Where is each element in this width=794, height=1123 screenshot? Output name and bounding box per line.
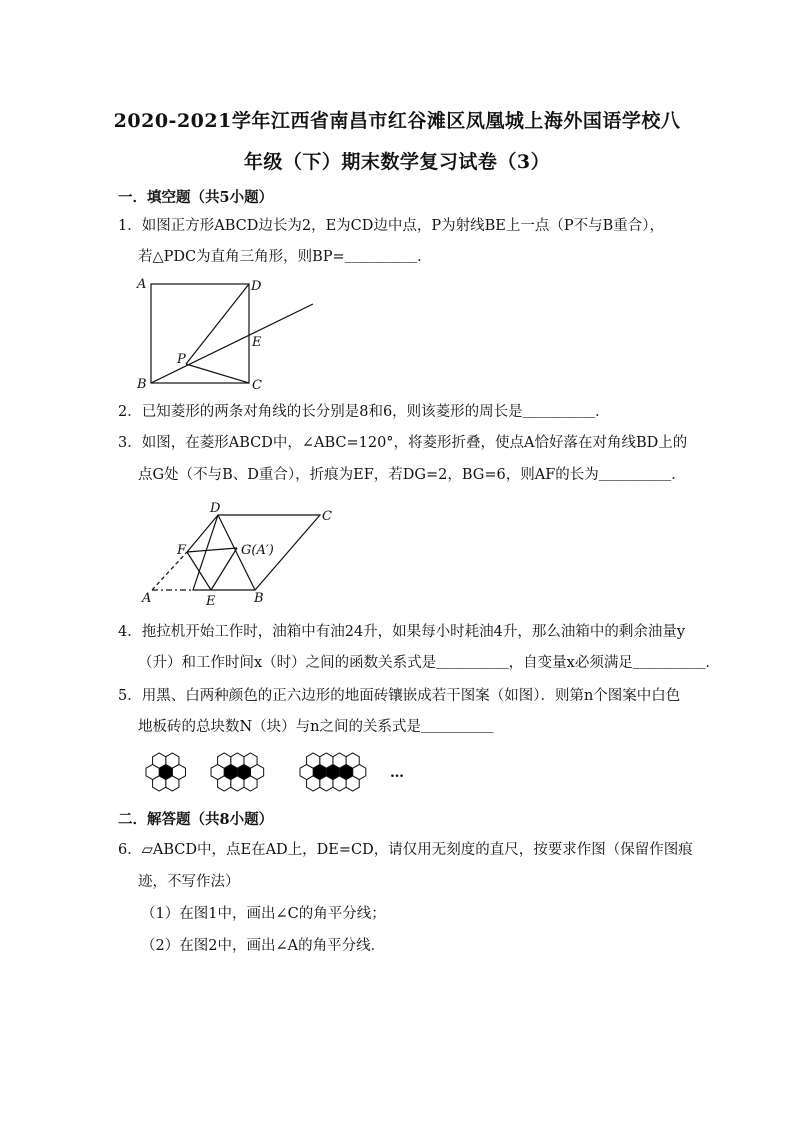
label-e: E — [252, 335, 262, 350]
question-5-line-2: 地板砖的总块数N（块）与n之间的关系式是＿＿＿＿＿ — [138, 719, 494, 735]
question-4-line-2: （升）和工作时间x（时）之间的函数关系式是＿＿＿＿＿，自变量x必须满足＿＿＿＿＿． — [138, 655, 720, 671]
white-hexagon-tile — [346, 753, 359, 768]
label-b: B — [254, 591, 264, 606]
white-hexagon-tile — [307, 753, 320, 768]
question-6-line-1: 6．▱ABCD中，点E在AD上，DE=CD，请仅用无刻度的直尺，按要求作图（保留作图痕 — [118, 842, 693, 858]
white-hexagon-tile — [218, 753, 231, 768]
segment-pd — [186, 284, 249, 364]
question-1-line-2: 若△PDC为直角三角形，则BP=＿＿＿＿＿． — [138, 249, 432, 265]
label-g: G(A′) — [241, 543, 274, 558]
title-line-2: 年级（下）期末数学复习试卷（3） — [243, 151, 551, 173]
white-hexagon-tile — [244, 753, 257, 768]
question-3-line-2: 点G处（不与B、D重合），折痕为EF，若DG=2，BG=6，则AF的长为＿＿＿＿＿． — [138, 467, 686, 483]
question-6-part-2: （2）在图2中，画出∠A的角平分线． — [141, 938, 386, 954]
question-3-line-1: 3．如图，在菱形ABCD中，∠ABC=120°，将菱形折叠，使点A恰好落在对角线BD上的 — [118, 435, 688, 451]
question-2-line-1: 2．已知菱形的两条对角线的长分别是8和6，则该菱形的周长是＿＿＿＿＿． — [118, 404, 610, 420]
label-d: D — [251, 279, 262, 294]
label-e: E — [206, 594, 216, 609]
segment-pc — [186, 364, 249, 383]
question-3-figure — [130, 498, 350, 610]
label-a: A — [142, 591, 152, 606]
label-p: P — [177, 352, 186, 367]
white-hexagon-tile — [320, 753, 333, 768]
white-hexagon-tile — [231, 753, 244, 768]
segment-ge — [211, 548, 237, 590]
white-hexagon-tile — [166, 753, 179, 768]
label-f: F — [177, 543, 187, 558]
ellipsis: … — [390, 765, 404, 781]
question-5-line-1: 5．用黑、白两种颜色的正六边形的地面砖镶嵌成若干图案（如图）．则第n个图案中白色 — [118, 688, 681, 704]
section-1-heading: 一．填空题（共5小题） — [118, 189, 274, 206]
segment-df — [187, 515, 218, 552]
label-d: D — [210, 501, 221, 516]
hexagon-tiling-figure — [140, 748, 420, 796]
segment-fg — [187, 548, 237, 552]
fold-crease-fe — [187, 552, 211, 590]
section-2-heading: 二．解答题（共8小题） — [118, 811, 274, 828]
ray-be — [151, 304, 313, 383]
white-hexagon-tile — [153, 753, 166, 768]
question-6-part-1: （1）在图1中，画出∠C的角平分线； — [141, 906, 386, 922]
title-line-1: 2020-2021学年江西省南昌市红谷滩区凤凰城上海外国语学校八 — [113, 110, 681, 132]
question-4-line-1: 4．拖拉机开始工作时，油箱中有油24升，如果每小时耗油4升，那么油箱中的剩余油量y — [118, 624, 686, 640]
label-a: A — [137, 277, 147, 292]
white-hexagon-tile — [333, 753, 346, 768]
question-6-line-2: 迹，不写作法） — [138, 874, 240, 890]
label-c: C — [322, 509, 332, 524]
question-1-figure — [130, 272, 330, 397]
label-c: C — [252, 378, 262, 393]
question-1-line-1: 1．如图正方形ABCD边长为2，E为CD边中点，P为射线BE上一点（P不与B重合）， — [118, 218, 665, 234]
label-b: B — [137, 377, 147, 392]
